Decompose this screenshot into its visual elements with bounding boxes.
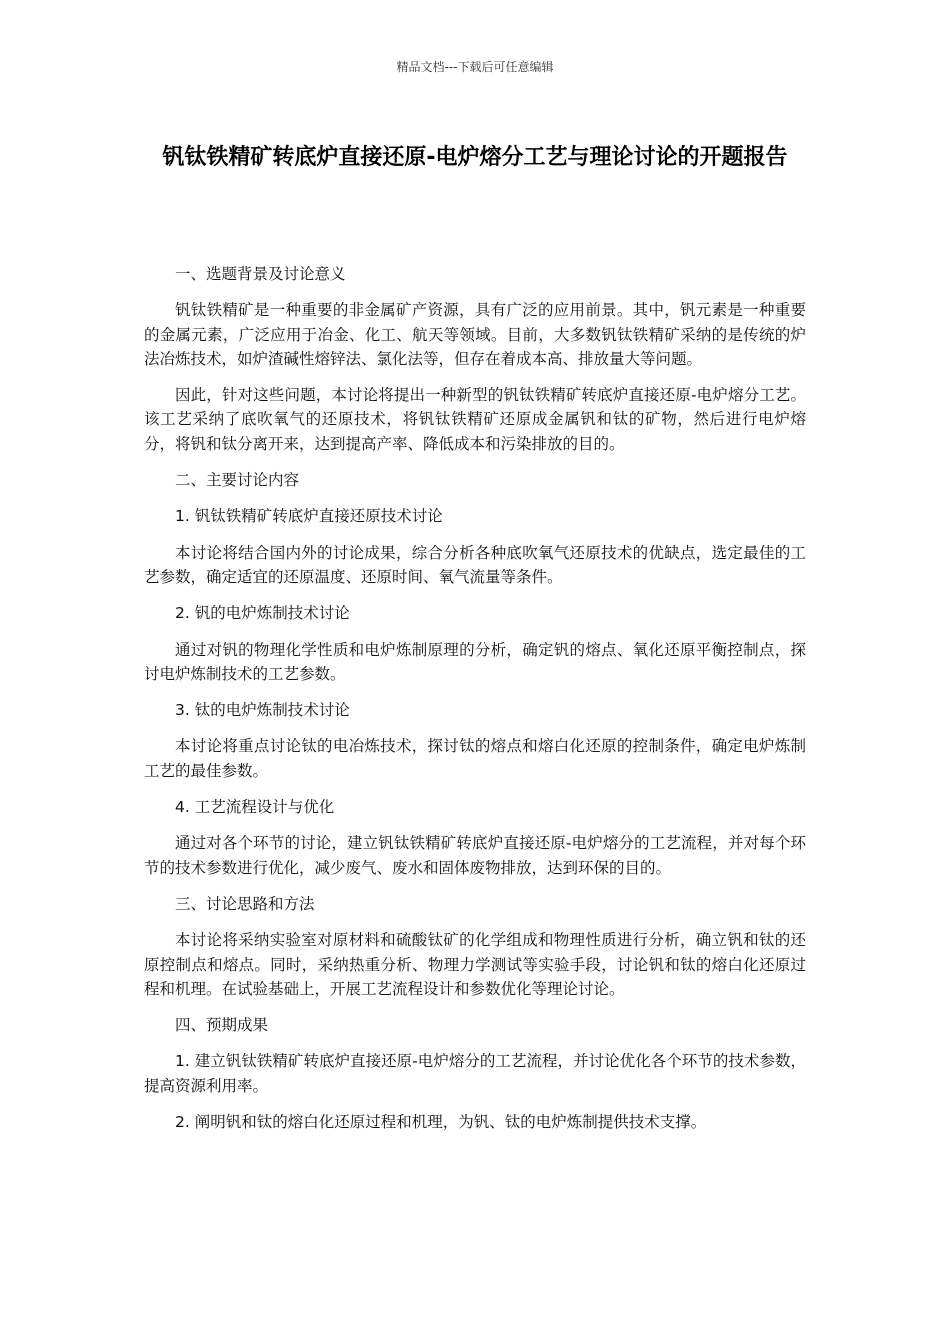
- paragraph: 因此，针对这些问题，本讨论将提出一种新型的钒钛铁精矿转底炉直接还原-电炉熔分工艺。该工艺采纳了底吹氧气的还原技术，将钒钛铁精矿还原成金属钒和钛的矿物，然后进行电炉熔分，将钒和钛分离开来，达到提高产率、降低成本和污染排放的目的。: [144, 386, 806, 453]
- section-heading-methods: 三、讨论思路和方法: [175, 894, 315, 913]
- paragraph: 2. 阐明钒和钛的熔白化还原过程和机理，为钒、钛的电炉炼制提供技术支撑。: [175, 1113, 707, 1132]
- subsection-heading-4: 4. 工艺流程设计与优化: [175, 798, 335, 817]
- section-heading-expected-results: 四、预期成果: [175, 1016, 269, 1035]
- section-heading-main-content: 二、主要讨论内容: [175, 471, 300, 490]
- paragraph: 1. 建立钒钛铁精矿转底炉直接还原-电炉熔分的工艺流程，并讨论优化各个环节的技术参数，提高资源利用率。: [144, 1052, 806, 1095]
- subsection-heading-1: 1. 钒钛铁精矿转底炉直接还原技术讨论: [175, 507, 443, 526]
- paragraph: 钒钛铁精矿是一种重要的非金属矿产资源，具有广泛的应用前景。其中，钒元素是一种重要的金属元素，广泛应用于冶金、化工、航天等领域。目前，大多数钒钛铁精矿采纳的是传统的炉法冶炼技术，如炉渣碱性熔锌法、氯化法等，但存在着成本高、排放量大等问题。: [144, 301, 806, 368]
- paragraph: 通过对钒的物理化学性质和电炉炼制原理的分析，确定钒的熔点、氧化还原平衡控制点，探讨电炉炼制技术的工艺参数。: [144, 640, 806, 683]
- paragraph: 本讨论将结合国内外的讨论成果，综合分析各种底吹氧气还原技术的优缺点，选定最佳的工艺参数，确定适宜的还原温度、还原时间、氧气流量等条件。: [144, 543, 806, 586]
- section-heading-background: 一、选题背景及讨论意义: [175, 265, 346, 283]
- subsection-heading-3: 3. 钛的电炉炼制技术讨论: [175, 701, 350, 720]
- subsection-heading-2: 2. 钒的电炉炼制技术讨论: [175, 604, 350, 623]
- header-note: 精品文档---下载后可任意编辑: [396, 60, 554, 74]
- document-body: [144, 262, 806, 1146]
- paragraph: 本讨论将采纳实验室对原材料和硫酸钛矿的化学组成和物理性质进行分析，确立钒和钛的还原控制点和熔点。同时，采纳热重分析、物理力学测试等实验手段，讨论钒和钛的熔白化还原过程和机理。在试验基础上，开展工艺流程设计和参数优化等理论讨论。: [144, 931, 806, 998]
- paragraph: 本讨论将重点讨论钛的电冶炼技术，探讨钛的熔点和熔白化还原的控制条件，确定电炉炼制工艺的最佳参数。: [144, 737, 806, 780]
- document-title: 钒钛铁精矿转底炉直接还原-电炉熔分工艺与理论讨论的开题报告: [162, 145, 788, 170]
- paragraph: 通过对各个环节的讨论，建立钒钛铁精矿转底炉直接还原-电炉熔分的工艺流程，并对每个环节的技术参数进行优化，减少废气、废水和固体废物排放，达到环保的目的。: [144, 834, 806, 877]
